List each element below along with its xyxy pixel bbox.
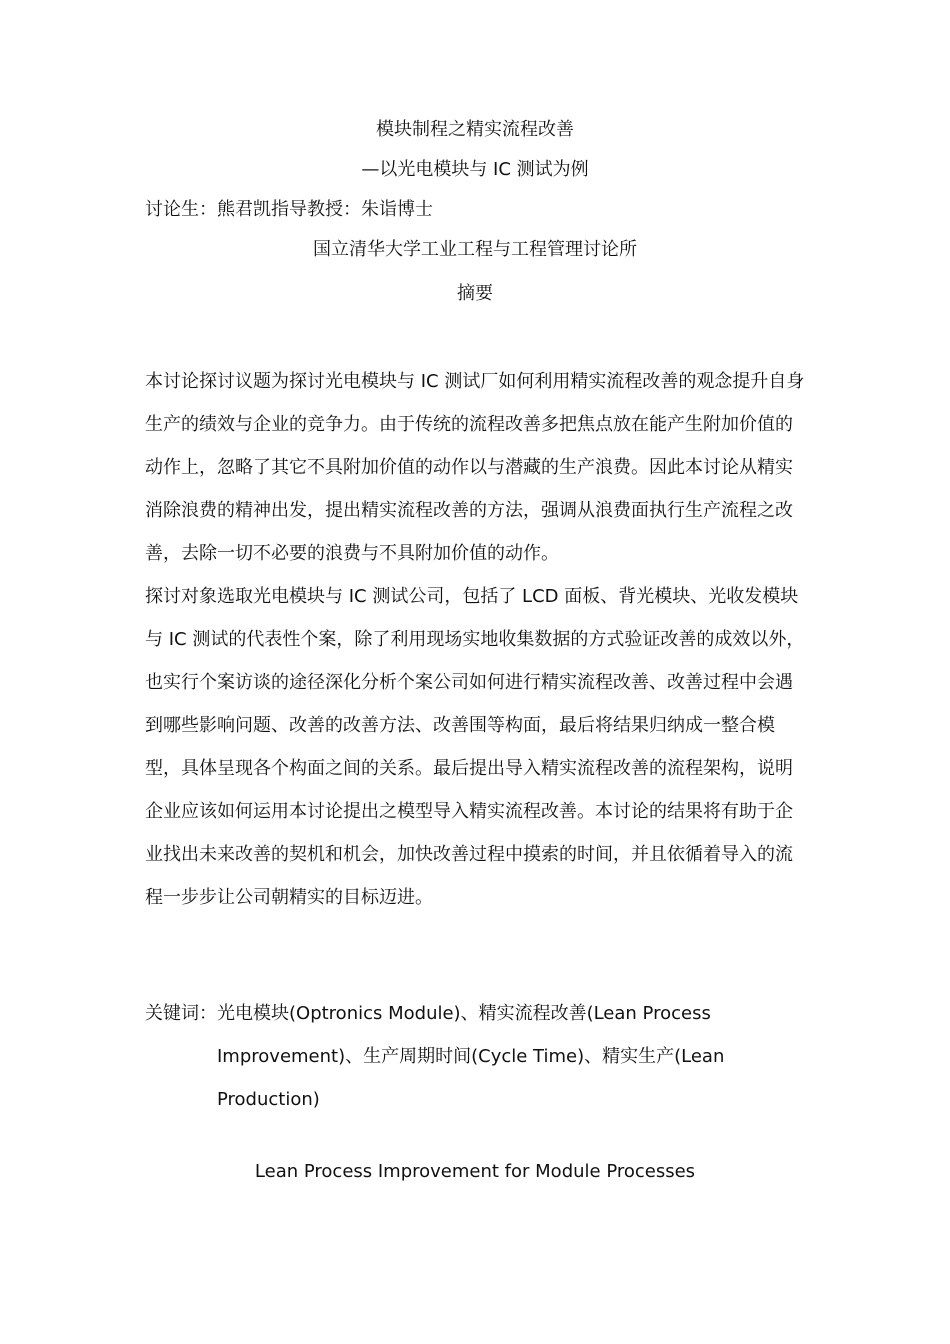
document-title: 模块制程之精实流程改善: [376, 119, 574, 140]
abstract-paragraph-1: 本讨论探讨议题为探讨光电模块与 IC 测试厂如何利用精实流程改善的观念提升自身生产的绩效与企业的竞争力。由于传统的流程改善多把焦点放在能产生附加价值的动作上，忽略了其它不具附加价值的动作以与潜藏的生产浪费。因此本讨论从精实消除浪费的精神出发，提出精实流程改善的方法，强调从浪费面执行生产流程之改善，去除一切不必要的浪费与不具附加价值的动作。: [145, 371, 805, 564]
keywords-text: 光电模块(Optronics Module)、精实流程改善(Lean Process Improvement)、生产周期时间(Cycle Time)、精实生产(Lean Production): [217, 1003, 725, 1110]
institution-line: 国立清华大学工业工程与工程管理讨论所: [313, 239, 637, 260]
keywords-block: [145, 992, 810, 1121]
abstract-paragraph-2: 探讨对象选取光电模块与 IC 测试公司，包括了 LCD 面板、背光模块、光收发模块与 IC 测试的代表性个案，除了利用现场实地收集数据的方式验证改善的成效以外，也实行个案访谈的途径深化分析个案公司如何进行精实流程改善、改善过程中会遇到哪些影响问题、改善的改善方法、改善围等构面，最后将结果归纳成一整合模型，具体呈现各个构面之间的关系。最后提出导入精实流程改善的流程架构，说明企业应该如何运用本讨论提出之模型导入精实流程改善。本讨论的结果将有助于企业找出未来改善的契机和机会，加快改善过程中摸索的时间，并且依循着导入的流程一步步让公司朝精实的目标迈进。: [145, 586, 805, 908]
author-line: 讨论生：熊君凯指导教授：朱诣博士: [145, 199, 433, 220]
abstract-body: [145, 360, 810, 919]
keywords-label: 关键词：: [145, 1003, 217, 1024]
abstract-heading: 摘要: [457, 283, 493, 304]
document-subtitle: —以光电模块与 IC 测试为例: [361, 159, 589, 180]
english-title: Lean Process Improvement for Module Processes: [254, 1161, 696, 1182]
